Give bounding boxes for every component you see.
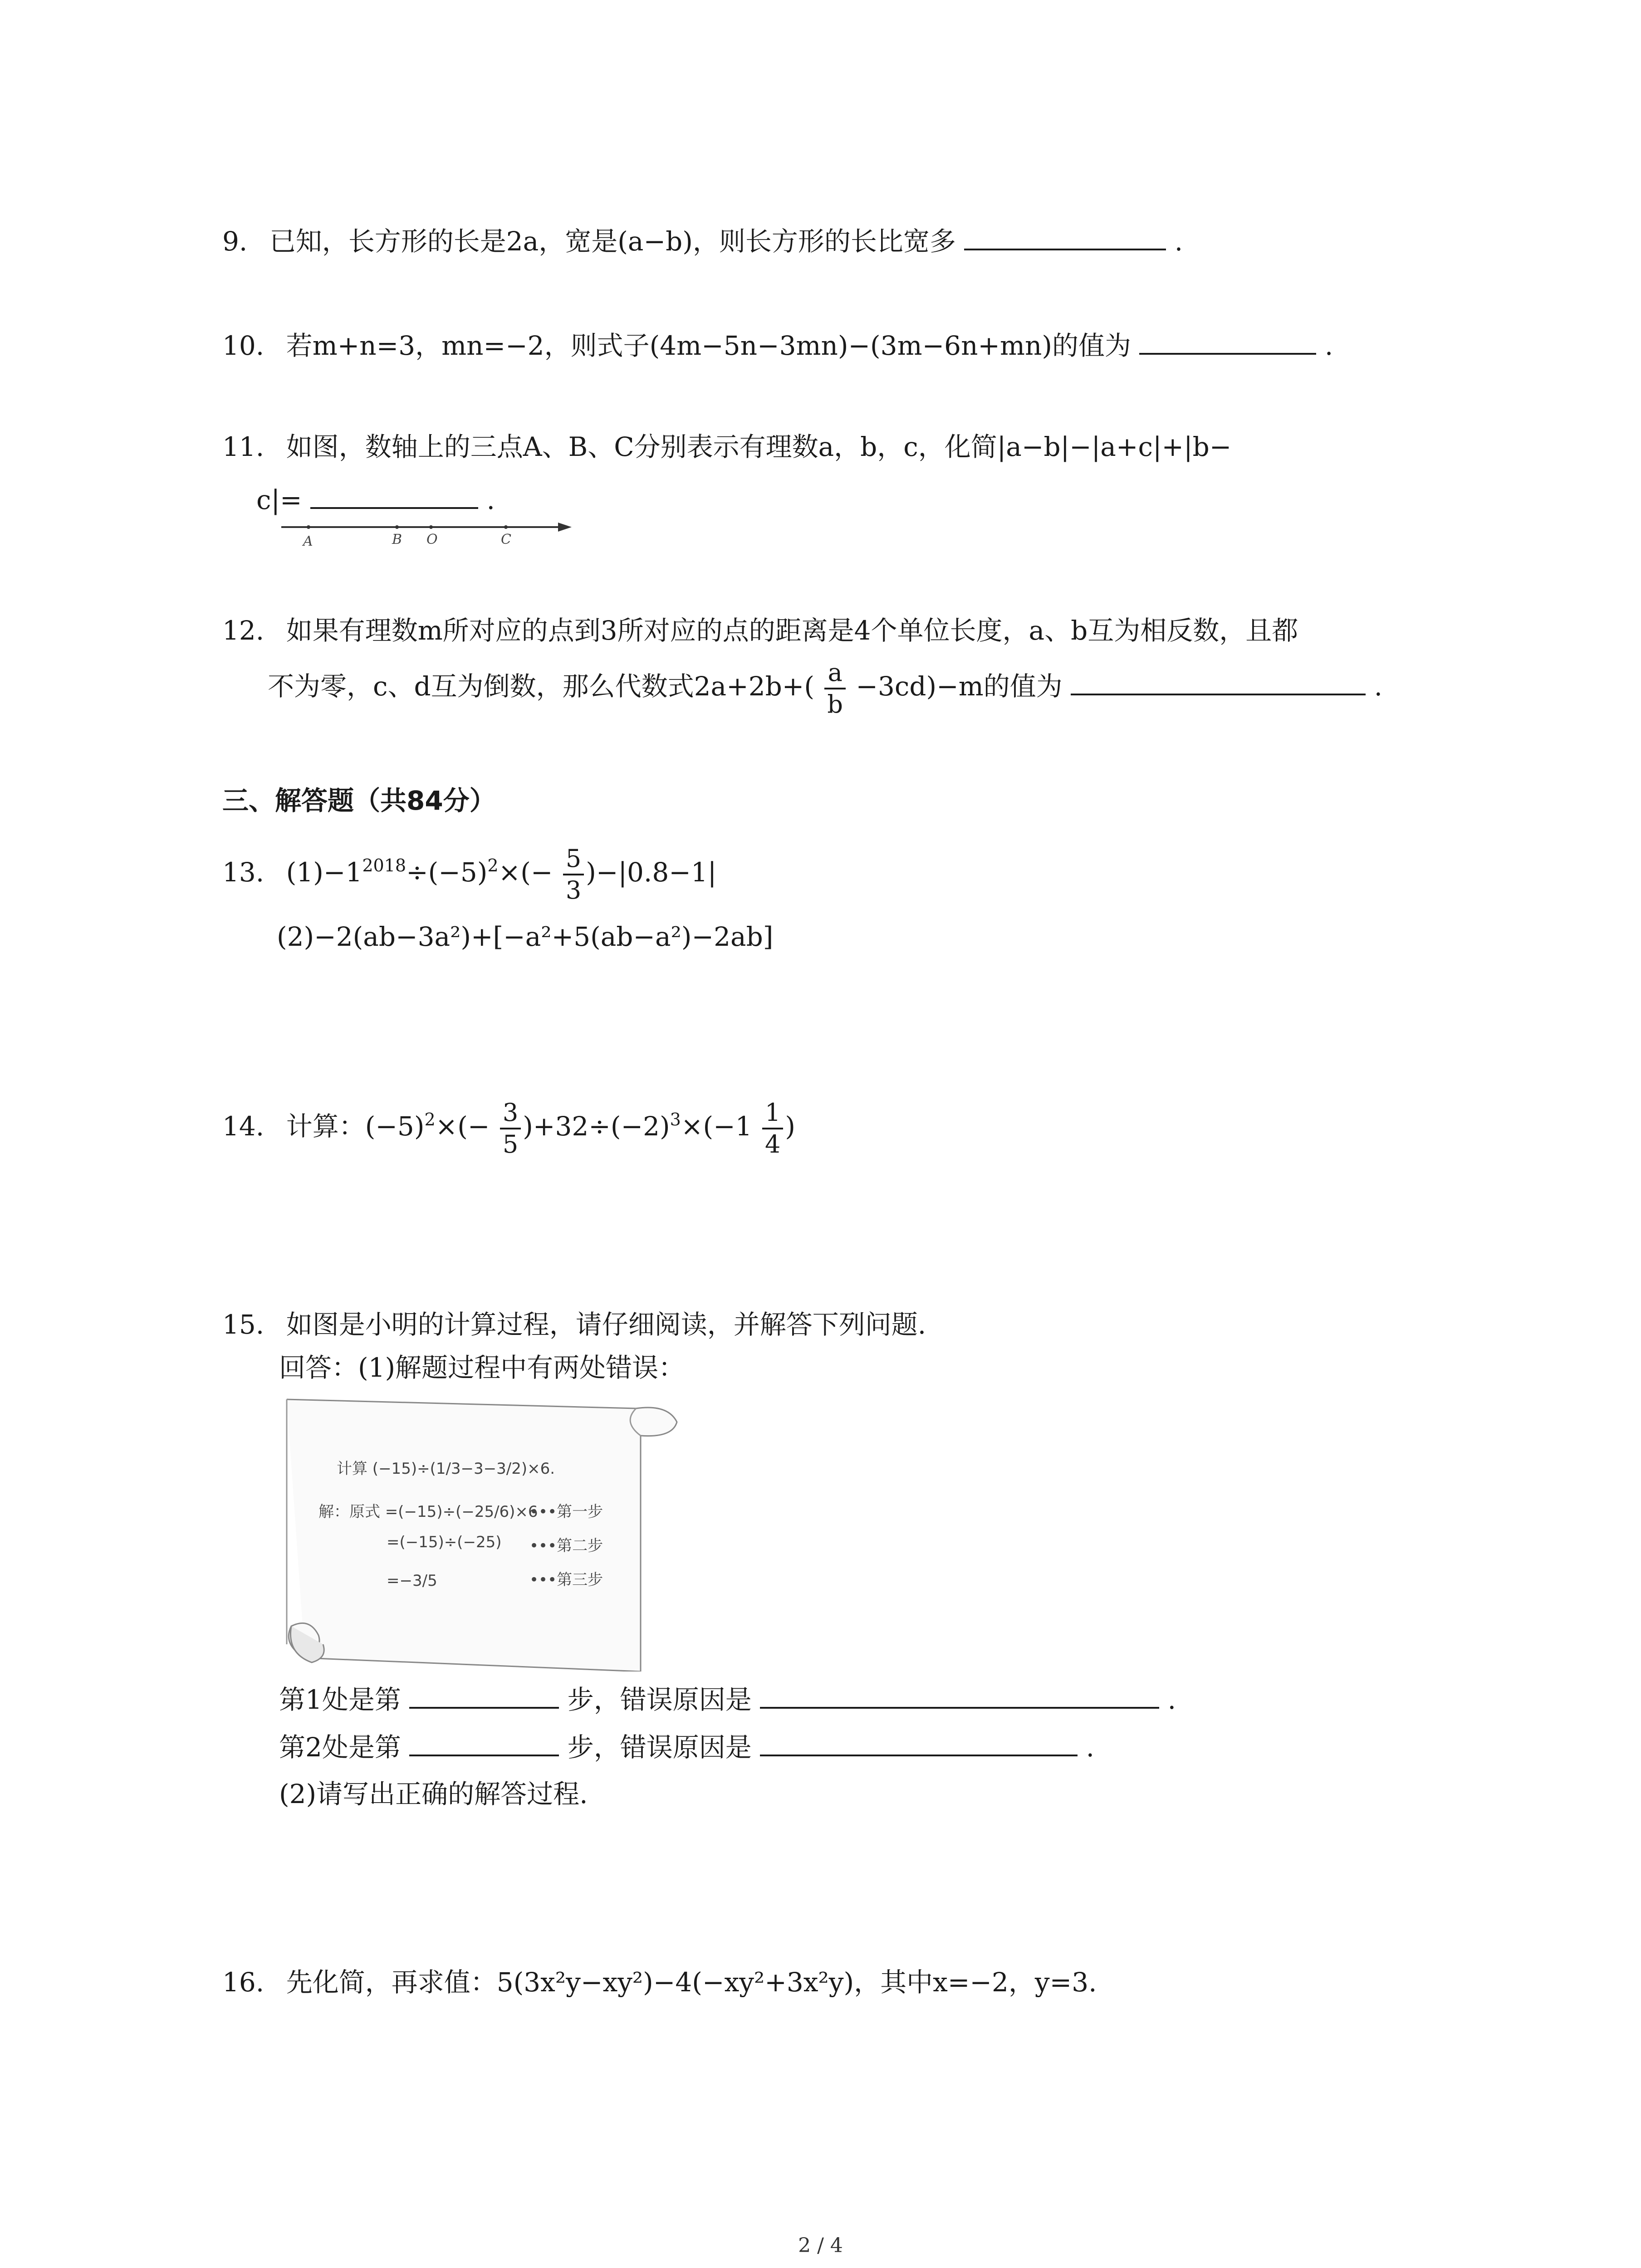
question-12-line2 <box>268 658 1382 719</box>
scroll-line-3: =(−15)÷(−25) <box>387 1533 502 1551</box>
answer-intro: 回答：(1)解题过程中有两处错误： <box>279 1352 685 1383</box>
part-2-prompt: (2)请写出正确的解答过程. <box>279 1779 588 1809</box>
section-heading: 三、解答题（共84分） <box>222 785 496 816</box>
fraction <box>500 1098 521 1159</box>
question-text: 如图是小明的计算过程，请仔细阅读，并解答下列问题. <box>286 1309 926 1340</box>
point-o-label: O <box>426 532 438 547</box>
question-text: 如果有理数m所对应的点到3所对应的点的距离是4个单位长度，a、b互为相反数，且都 <box>286 615 1298 646</box>
period: . <box>1167 1684 1176 1715</box>
question-13-part1 <box>222 844 716 905</box>
point-b-label: B <box>392 532 402 547</box>
answer-blank[interactable] <box>964 222 1166 250</box>
question-text: 如图，数轴上的三点A、B、C分别表示有理数a，b，c，化简|a−b|−|a+c|+|b− <box>286 431 1232 462</box>
point-c-label: C <box>501 532 511 547</box>
question-text-cont: c|= <box>256 484 302 515</box>
numerator: 1 <box>762 1098 783 1129</box>
question-12 <box>222 612 1298 649</box>
numerator: 5 <box>563 844 584 875</box>
expr-part: )+32÷(−2) <box>523 1111 670 1142</box>
expr-part: )−|0.8−1| <box>586 857 717 888</box>
scroll-image <box>278 1390 686 1672</box>
error-2-label: 第2处是第 <box>279 1732 401 1763</box>
expr-part: (1)−1 <box>286 857 362 888</box>
question-number: 12. <box>222 615 265 646</box>
question-15 <box>222 1306 926 1343</box>
reason-blank-2[interactable] <box>760 1728 1078 1756</box>
scroll-line-4: =−3/5 <box>387 1572 437 1590</box>
denominator: 4 <box>765 1130 781 1158</box>
question-number: 15. <box>222 1309 265 1340</box>
question-11 <box>222 429 1231 465</box>
error-2-reason-label: 步，错误原因是 <box>567 1732 752 1763</box>
question-13-part2 <box>277 919 773 955</box>
fraction <box>762 1098 783 1159</box>
scroll-line-2: 解：原式 =(−15)÷(−25/6)×6 <box>318 1503 538 1521</box>
period: . <box>1174 226 1183 257</box>
question-number: 9. <box>222 226 248 257</box>
question-16 <box>222 1964 1097 2000</box>
question-number: 13. <box>222 857 265 888</box>
question-number: 16. <box>222 1967 265 1998</box>
numerator: 3 <box>500 1098 521 1129</box>
fraction-a-over-b <box>824 658 846 719</box>
question-9 <box>222 222 1183 259</box>
reason-blank-1[interactable] <box>760 1681 1159 1709</box>
fraction <box>563 844 584 905</box>
period: . <box>486 484 495 515</box>
number-line-figure <box>281 513 572 553</box>
question-text-cont2: −3cd)−m的值为 <box>856 671 1063 702</box>
scroll-step-1: •••第一步 <box>529 1503 603 1521</box>
exponent: 2 <box>424 1110 436 1130</box>
question-number: 14. <box>222 1111 265 1142</box>
period: . <box>1324 330 1333 361</box>
question-15-part2 <box>279 1776 588 1812</box>
error-1-label: 第1处是第 <box>279 1684 401 1715</box>
scroll-line-1: 计算 (−15)÷(1/3−3−3/2)×6. <box>337 1460 555 1478</box>
denominator: 5 <box>502 1130 519 1158</box>
question-15-answer-intro <box>279 1349 685 1386</box>
question-15-error-2 <box>279 1728 1094 1765</box>
scroll-step-3: •••第三步 <box>529 1571 603 1589</box>
exponent: 2 <box>487 855 499 876</box>
denominator: b <box>827 690 843 719</box>
scroll-frame <box>278 1390 686 1672</box>
expr-part: ÷(−5) <box>406 857 488 888</box>
expr-part: ) <box>785 1111 796 1142</box>
numerator: a <box>824 658 846 689</box>
expr-part: 计算：(−5) <box>286 1111 425 1142</box>
point-a-label: A <box>303 533 313 549</box>
question-text: 先化简，再求值：5(3x²y−xy²)−4(−xy²+3x²y)，其中x=−2，y=3. <box>286 1967 1097 1998</box>
denominator: 3 <box>565 876 582 904</box>
error-1-reason-label: 步，错误原因是 <box>567 1684 752 1715</box>
period: . <box>1086 1732 1095 1763</box>
expr-part: ×(−1 <box>681 1111 752 1142</box>
question-10 <box>222 327 1333 364</box>
question-text: 已知，长方形的长是2a，宽是(a−b)，则长方形的长比宽多 <box>269 226 956 257</box>
question-text: 若m+n=3，mn=−2，则式子(4m−5n−3mn)−(3m−6n+mn)的值为 <box>286 330 1132 361</box>
answer-blank[interactable] <box>310 481 478 509</box>
question-number: 10. <box>222 330 265 361</box>
page-number: 2 / 4 <box>798 2234 843 2257</box>
scroll-step-2: •••第二步 <box>529 1537 603 1555</box>
question-15-error-1 <box>279 1681 1176 1718</box>
step-blank-2[interactable] <box>409 1728 559 1756</box>
exponent: 2018 <box>362 855 407 876</box>
period: . <box>1374 671 1383 702</box>
question-14 <box>222 1098 795 1159</box>
exponent: 3 <box>670 1110 681 1130</box>
expr-part: ×(− <box>498 857 553 888</box>
step-blank-1[interactable] <box>409 1681 559 1709</box>
question-text-cont: 不为零，c、d互为倒数，那么代数式2a+2b+( <box>268 671 814 702</box>
answer-blank[interactable] <box>1071 667 1366 695</box>
expr-part: ×(− <box>435 1111 490 1142</box>
expr-part: (2)−2(ab−3a²)+[−a²+5(ab−a²)−2ab] <box>277 921 774 952</box>
question-number: 11. <box>222 431 265 462</box>
answer-blank[interactable] <box>1139 327 1316 355</box>
